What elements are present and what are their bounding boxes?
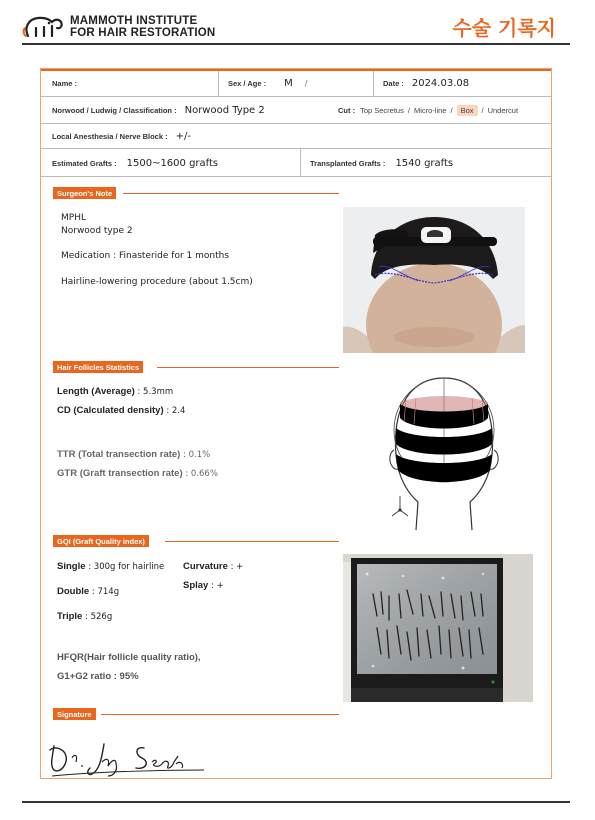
info-table-bottom-border <box>41 176 551 177</box>
date-cell <box>383 71 469 96</box>
cell-divider <box>218 71 219 96</box>
footer-divider <box>22 801 570 803</box>
stat-ttr-value: : 0.1% <box>180 450 211 460</box>
org-name-line2: FOR HAIR RESTORATION <box>70 27 216 39</box>
gqi-splay <box>183 580 224 591</box>
name-label: Name : <box>52 79 78 88</box>
anesthesia-label: Local Anesthesia / Nerve Block : <box>52 131 168 141</box>
gqi-splay-label: Splay <box>183 580 209 591</box>
signature-title: Signature <box>53 708 96 720</box>
gqi-curvature-value: : + <box>227 562 244 572</box>
cut-option-top-secretus[interactable]: Top Secretus <box>360 105 404 115</box>
hairline-photo <box>343 207 525 353</box>
transplanted-grafts-cell <box>310 149 453 177</box>
info-row-anesthesia <box>41 124 551 149</box>
section-rule <box>157 367 339 368</box>
anesthesia-cell <box>52 124 191 148</box>
hair-follicles-statistics-title: Hair Follicles Statistics <box>53 361 143 373</box>
hairline-photo-image <box>343 207 525 353</box>
classification-label: Norwood / Ludwig / Classification : <box>52 105 177 115</box>
section-rule <box>123 193 339 194</box>
handwritten-signature <box>44 736 214 780</box>
gqi-single <box>57 561 164 572</box>
sex-value: M <box>284 78 293 89</box>
stat-ttr <box>57 449 210 460</box>
cut-option-box-selected[interactable]: Box <box>457 105 478 116</box>
gqi-hfqr-line2 <box>57 671 139 682</box>
classification-value: Norwood Type 2 <box>184 104 265 116</box>
estimated-grafts-cell <box>52 149 218 177</box>
graft-monitor-photo <box>343 554 533 702</box>
transplanted-grafts-value: 1540 grafts <box>395 157 454 169</box>
stat-gtr <box>57 468 218 479</box>
surgeons-note-title: Surgeon's Note <box>53 187 116 199</box>
gqi-splay-value: : + <box>208 581 224 591</box>
gqi-triple-label: Triple <box>57 611 83 622</box>
cut-option-micro-line[interactable]: Micro-line <box>413 105 447 115</box>
classification-cell <box>52 97 265 123</box>
date-value: 2024.03.08 <box>411 78 470 89</box>
note-line-procedure: Hairline-lowering procedure (about 1.5cm) <box>61 277 253 287</box>
date-label: Date : <box>383 79 404 88</box>
info-row-name <box>41 71 551 97</box>
gqi-title: GQI (Graft Quality index) <box>53 535 149 547</box>
donor-head-diagram-icon <box>382 370 507 532</box>
cut-options <box>358 105 520 116</box>
info-row-grafts <box>41 149 551 177</box>
gqi-curvature-label: Curvature <box>183 561 228 572</box>
stat-cd-label: CD (Calculated density) <box>57 405 164 416</box>
note-line-norwood: Norwood type 2 <box>61 226 133 236</box>
gqi-triple-value: : 526g <box>82 612 113 622</box>
info-row-classification <box>41 97 551 124</box>
cut-label: Cut : <box>338 105 356 115</box>
sex-age-separator: / <box>304 79 308 88</box>
gqi-double-value: : 714g <box>89 587 120 597</box>
gqi-single-value: : 300g for hairline <box>85 562 165 572</box>
stat-cd <box>57 405 185 416</box>
gqi-hfqr-value: G1+G2 ratio : 95% <box>57 671 139 682</box>
document-title: 수술 기록지 <box>452 16 556 40</box>
org-name <box>70 15 215 39</box>
gqi-triple <box>57 611 112 622</box>
cell-divider <box>300 149 301 177</box>
mammoth-logo-icon <box>22 14 64 40</box>
gqi-double <box>57 586 119 597</box>
sex-age-cell <box>228 71 317 96</box>
section-rule <box>101 714 339 715</box>
gqi-double-label: Double <box>57 586 90 597</box>
cell-divider <box>373 71 374 96</box>
name-cell <box>52 71 87 96</box>
donor-area-diagram <box>382 370 507 532</box>
stat-length-label: Length (Average) <box>57 386 135 397</box>
note-line-mphl: MPHL <box>61 213 86 223</box>
page-header <box>22 12 570 44</box>
cut-option-separator: / <box>450 105 453 115</box>
cut-cell <box>338 97 520 123</box>
graft-monitor-image <box>343 554 533 702</box>
estimated-grafts-value: 1500~1600 grafts <box>126 157 219 169</box>
stat-gtr-label: GTR (Graft transection rate) <box>57 468 183 479</box>
stat-cd-value: : 2.4 <box>163 406 186 416</box>
gqi-curvature <box>183 561 243 572</box>
stat-length-value: : 5.3mm <box>134 387 174 397</box>
section-rule <box>165 541 339 542</box>
cut-option-undercut[interactable]: Undercut <box>487 105 519 115</box>
cut-option-separator: / <box>407 105 410 115</box>
gqi-hfqr-label: HFQR(Hair follicle quality ratio), <box>57 652 201 663</box>
stat-gtr-value: : 0.66% <box>182 469 218 479</box>
org-name-line1: MAMMOTH INSTITUTE <box>70 15 198 27</box>
gqi-single-label: Single <box>57 561 86 572</box>
signature-box <box>44 736 214 780</box>
transplanted-grafts-label: Transplanted Grafts : <box>310 158 386 168</box>
note-line-medication: Medication : Finasteride for 1 months <box>61 251 230 261</box>
sex-age-label: Sex / Age : <box>228 79 267 88</box>
gqi-hfqr-line1 <box>57 652 201 663</box>
cut-option-separator: / <box>481 105 484 115</box>
anesthesia-value: +/- <box>175 130 191 142</box>
stat-length <box>57 386 173 397</box>
stat-ttr-label: TTR (Total transection rate) <box>57 449 181 460</box>
estimated-grafts-label: Estimated Grafts : <box>52 158 117 168</box>
header-divider <box>22 43 570 45</box>
